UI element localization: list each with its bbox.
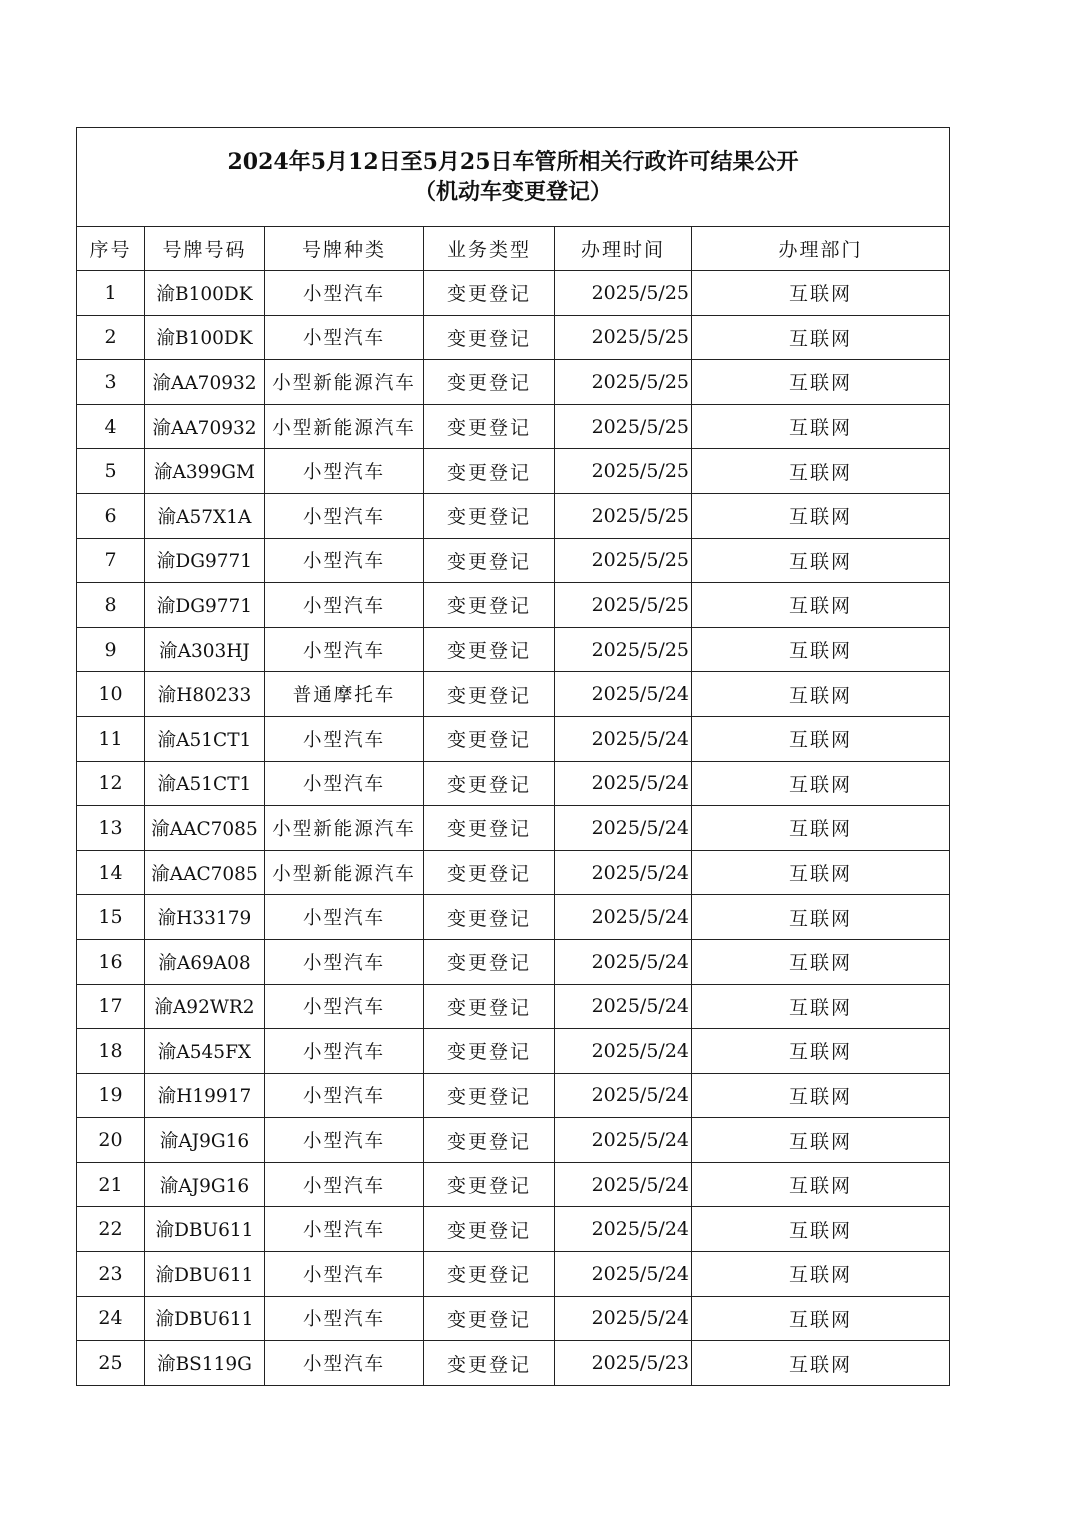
table-row xyxy=(77,1073,950,1118)
process-date: 2025/5/24 xyxy=(555,895,692,940)
process-dept: 互联网 xyxy=(692,404,950,449)
column-header-plate: 号牌号码 xyxy=(145,227,265,271)
process-date: 2025/5/24 xyxy=(555,1073,692,1118)
process-date: 2025/5/24 xyxy=(555,1162,692,1207)
process-dept: 互联网 xyxy=(692,672,950,717)
process-dept: 互联网 xyxy=(692,716,950,761)
table-row xyxy=(77,360,950,405)
table-row xyxy=(77,761,950,806)
plate-number: 渝AAC7085 xyxy=(145,806,265,851)
plate-number: 渝AAC7085 xyxy=(145,850,265,895)
row-number: 15 xyxy=(77,895,145,940)
business-type: 变更登记 xyxy=(424,1207,555,1252)
table-row xyxy=(77,716,950,761)
table-row xyxy=(77,806,950,851)
title-main: 2024年5月12日至5月25日车管所相关行政许可结果公开 xyxy=(227,149,799,175)
plate-number: 渝A51CT1 xyxy=(145,716,265,761)
process-dept: 互联网 xyxy=(692,1118,950,1163)
business-type: 变更登记 xyxy=(424,716,555,761)
table-row xyxy=(77,672,950,717)
plate-type: 小型汽车 xyxy=(265,1162,424,1207)
plate-type: 小型汽车 xyxy=(265,1118,424,1163)
process-dept: 互联网 xyxy=(692,984,950,1029)
plate-number: 渝B100DK xyxy=(145,315,265,360)
results-table xyxy=(76,127,950,1386)
plate-type: 小型汽车 xyxy=(265,538,424,583)
plate-number: 渝B100DK xyxy=(145,271,265,316)
table-row xyxy=(77,1207,950,1252)
row-number: 2 xyxy=(77,315,145,360)
process-dept: 互联网 xyxy=(692,850,950,895)
process-dept: 互联网 xyxy=(692,806,950,851)
process-date: 2025/5/24 xyxy=(555,716,692,761)
plate-number: 渝A545FX xyxy=(145,1029,265,1074)
process-date: 2025/5/25 xyxy=(555,449,692,494)
row-number: 22 xyxy=(77,1207,145,1252)
plate-number: 渝DBU611 xyxy=(145,1296,265,1341)
table-row xyxy=(77,1029,950,1074)
plate-type: 小型汽车 xyxy=(265,449,424,494)
table-body xyxy=(77,271,950,1386)
process-date: 2025/5/24 xyxy=(555,672,692,717)
plate-type: 小型汽车 xyxy=(265,627,424,672)
row-number: 18 xyxy=(77,1029,145,1074)
plate-number: 渝AJ9G16 xyxy=(145,1118,265,1163)
process-dept: 互联网 xyxy=(692,538,950,583)
row-number: 1 xyxy=(77,271,145,316)
process-date: 2025/5/24 xyxy=(555,1118,692,1163)
process-dept: 互联网 xyxy=(692,315,950,360)
row-number: 24 xyxy=(77,1296,145,1341)
table-row xyxy=(77,1341,950,1386)
business-type: 变更登记 xyxy=(424,1162,555,1207)
table-row xyxy=(77,895,950,940)
plate-type: 普通摩托车 xyxy=(265,672,424,717)
business-type: 变更登记 xyxy=(424,627,555,672)
plate-type: 小型汽车 xyxy=(265,939,424,984)
process-dept: 互联网 xyxy=(692,1073,950,1118)
table-row xyxy=(77,850,950,895)
business-type: 变更登记 xyxy=(424,672,555,717)
row-number: 5 xyxy=(77,449,145,494)
table-row xyxy=(77,1296,950,1341)
process-date: 2025/5/24 xyxy=(555,1207,692,1252)
plate-type: 小型汽车 xyxy=(265,1296,424,1341)
column-header-date: 办理时间 xyxy=(555,227,692,271)
plate-type: 小型新能源汽车 xyxy=(265,404,424,449)
plate-type: 小型汽车 xyxy=(265,493,424,538)
plate-number: 渝AA70932 xyxy=(145,404,265,449)
row-number: 23 xyxy=(77,1252,145,1297)
plate-type: 小型汽车 xyxy=(265,1029,424,1074)
business-type: 变更登记 xyxy=(424,360,555,405)
row-number: 25 xyxy=(77,1341,145,1386)
plate-number: 渝BS119G xyxy=(145,1341,265,1386)
table-row xyxy=(77,627,950,672)
row-number: 10 xyxy=(77,672,145,717)
process-date: 2025/5/25 xyxy=(555,627,692,672)
plate-type: 小型汽车 xyxy=(265,984,424,1029)
plate-number: 渝DBU611 xyxy=(145,1252,265,1297)
row-number: 13 xyxy=(77,806,145,851)
row-number: 20 xyxy=(77,1118,145,1163)
row-number: 3 xyxy=(77,360,145,405)
business-type: 变更登记 xyxy=(424,271,555,316)
row-number: 12 xyxy=(77,761,145,806)
table-row xyxy=(77,538,950,583)
table-row xyxy=(77,1252,950,1297)
process-dept: 互联网 xyxy=(692,583,950,628)
business-type: 变更登记 xyxy=(424,939,555,984)
business-type: 变更登记 xyxy=(424,449,555,494)
process-date: 2025/5/24 xyxy=(555,850,692,895)
plate-type: 小型汽车 xyxy=(265,716,424,761)
business-type: 变更登记 xyxy=(424,493,555,538)
plate-number: 渝A399GM xyxy=(145,449,265,494)
column-header-dept: 办理部门 xyxy=(692,227,950,271)
row-number: 11 xyxy=(77,716,145,761)
plate-number: 渝H19917 xyxy=(145,1073,265,1118)
row-number: 16 xyxy=(77,939,145,984)
process-dept: 互联网 xyxy=(692,1207,950,1252)
results-sheet xyxy=(76,127,949,1386)
process-date: 2025/5/25 xyxy=(555,315,692,360)
plate-type: 小型汽车 xyxy=(265,1073,424,1118)
process-dept: 互联网 xyxy=(692,1162,950,1207)
plate-type: 小型汽车 xyxy=(265,1341,424,1386)
process-date: 2025/5/24 xyxy=(555,1252,692,1297)
plate-number: 渝A303HJ xyxy=(145,627,265,672)
plate-type: 小型汽车 xyxy=(265,271,424,316)
row-number: 7 xyxy=(77,538,145,583)
process-dept: 互联网 xyxy=(692,449,950,494)
page-title xyxy=(77,128,950,227)
table-row xyxy=(77,1118,950,1163)
column-header-row xyxy=(77,227,950,271)
plate-number: 渝A51CT1 xyxy=(145,761,265,806)
process-dept: 互联网 xyxy=(692,895,950,940)
plate-number: 渝DG9771 xyxy=(145,538,265,583)
business-type: 变更登记 xyxy=(424,984,555,1029)
process-date: 2025/5/24 xyxy=(555,939,692,984)
plate-number: 渝A69A08 xyxy=(145,939,265,984)
process-dept: 互联网 xyxy=(692,1341,950,1386)
plate-type: 小型新能源汽车 xyxy=(265,806,424,851)
table-row xyxy=(77,984,950,1029)
plate-number: 渝A57X1A xyxy=(145,493,265,538)
plate-type: 小型汽车 xyxy=(265,583,424,628)
business-type: 变更登记 xyxy=(424,1252,555,1297)
row-number: 14 xyxy=(77,850,145,895)
row-number: 21 xyxy=(77,1162,145,1207)
plate-type: 小型汽车 xyxy=(265,761,424,806)
plate-number: 渝H80233 xyxy=(145,672,265,717)
process-dept: 互联网 xyxy=(692,1296,950,1341)
table-row xyxy=(77,271,950,316)
table-row xyxy=(77,404,950,449)
business-type: 变更登记 xyxy=(424,1118,555,1163)
process-date: 2025/5/25 xyxy=(555,493,692,538)
column-header-business: 业务类型 xyxy=(424,227,555,271)
plate-type: 小型汽车 xyxy=(265,1207,424,1252)
plate-type: 小型汽车 xyxy=(265,1252,424,1297)
process-date: 2025/5/24 xyxy=(555,984,692,1029)
process-dept: 互联网 xyxy=(692,1029,950,1074)
column-header-plate-type: 号牌种类 xyxy=(265,227,424,271)
table-row xyxy=(77,583,950,628)
plate-number: 渝AA70932 xyxy=(145,360,265,405)
process-dept: 互联网 xyxy=(692,1252,950,1297)
business-type: 变更登记 xyxy=(424,315,555,360)
business-type: 变更登记 xyxy=(424,761,555,806)
plate-number: 渝AJ9G16 xyxy=(145,1162,265,1207)
plate-number: 渝H33179 xyxy=(145,895,265,940)
business-type: 变更登记 xyxy=(424,1073,555,1118)
business-type: 变更登记 xyxy=(424,895,555,940)
process-dept: 互联网 xyxy=(692,271,950,316)
column-header-no: 序号 xyxy=(77,227,145,271)
title-sub: （机动车变更登记） xyxy=(414,179,613,205)
process-date: 2025/5/25 xyxy=(555,271,692,316)
table-row xyxy=(77,315,950,360)
table-row xyxy=(77,1162,950,1207)
process-dept: 互联网 xyxy=(692,360,950,405)
plate-type: 小型汽车 xyxy=(265,315,424,360)
plate-number: 渝DBU611 xyxy=(145,1207,265,1252)
business-type: 变更登记 xyxy=(424,1029,555,1074)
table-row xyxy=(77,939,950,984)
process-date: 2025/5/24 xyxy=(555,1029,692,1074)
row-number: 17 xyxy=(77,984,145,1029)
process-date: 2025/5/24 xyxy=(555,1296,692,1341)
business-type: 变更登记 xyxy=(424,583,555,628)
plate-type: 小型新能源汽车 xyxy=(265,360,424,405)
process-date: 2025/5/23 xyxy=(555,1341,692,1386)
row-number: 19 xyxy=(77,1073,145,1118)
plate-number: 渝DG9771 xyxy=(145,583,265,628)
process-date: 2025/5/25 xyxy=(555,538,692,583)
title-row xyxy=(77,128,950,227)
business-type: 变更登记 xyxy=(424,538,555,583)
business-type: 变更登记 xyxy=(424,850,555,895)
process-date: 2025/5/24 xyxy=(555,761,692,806)
business-type: 变更登记 xyxy=(424,806,555,851)
row-number: 9 xyxy=(77,627,145,672)
process-date: 2025/5/24 xyxy=(555,806,692,851)
process-date: 2025/5/25 xyxy=(555,583,692,628)
process-dept: 互联网 xyxy=(692,493,950,538)
row-number: 6 xyxy=(77,493,145,538)
row-number: 8 xyxy=(77,583,145,628)
row-number: 4 xyxy=(77,404,145,449)
business-type: 变更登记 xyxy=(424,1296,555,1341)
table-row xyxy=(77,449,950,494)
plate-number: 渝A92WR2 xyxy=(145,984,265,1029)
plate-type: 小型新能源汽车 xyxy=(265,850,424,895)
plate-type: 小型汽车 xyxy=(265,895,424,940)
process-dept: 互联网 xyxy=(692,627,950,672)
business-type: 变更登记 xyxy=(424,1341,555,1386)
process-dept: 互联网 xyxy=(692,761,950,806)
table-row xyxy=(77,493,950,538)
process-dept: 互联网 xyxy=(692,939,950,984)
business-type: 变更登记 xyxy=(424,404,555,449)
process-date: 2025/5/25 xyxy=(555,360,692,405)
process-date: 2025/5/25 xyxy=(555,404,692,449)
